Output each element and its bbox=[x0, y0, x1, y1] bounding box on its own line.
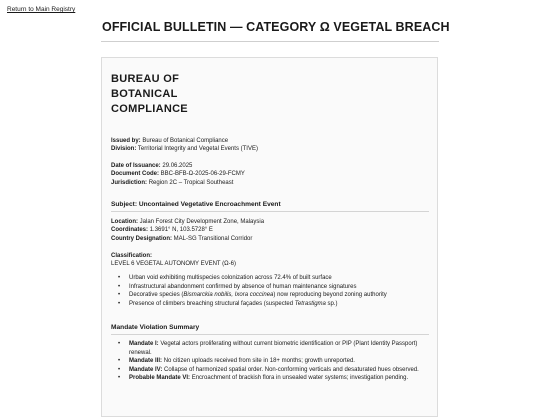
division-value: Territorial Integrity and Vegetal Events (TIVE) bbox=[137, 146, 258, 153]
list-item bbox=[111, 340, 429, 357]
bullet-pre: Presence of climbers breaching structural façades (suspected bbox=[129, 300, 295, 307]
jurisdiction-row bbox=[111, 179, 245, 187]
bullet-post: ) now reproducing beyond zoning authority bbox=[273, 292, 387, 298]
classification-label: Classification: bbox=[111, 253, 153, 259]
location-value: Jalan Forest City Development Zone, Malaysia bbox=[139, 219, 265, 225]
page-title: OFFICIAL BULLETIN — CATEGORY Ω VEGETAL BREACH bbox=[102, 20, 450, 34]
list-item bbox=[111, 291, 429, 300]
document-code-label: Document Code: bbox=[111, 171, 159, 178]
bureau-line-2: BOTANICAL bbox=[111, 88, 178, 100]
location-label: Location: bbox=[111, 219, 138, 225]
list-item bbox=[111, 374, 429, 383]
classification-value: LEVEL 6 VEGETAL AUTONOMY EVENT (Ω-6) bbox=[111, 261, 236, 268]
date-label: Date of Issuance: bbox=[111, 163, 161, 169]
mandate-heading: Mandate Violation Summary bbox=[111, 324, 200, 331]
subject-heading: Subject: Uncontained Vegetative Encroachment Event bbox=[111, 201, 281, 208]
list-item bbox=[111, 274, 429, 283]
mandate-text: No citizen uploads received from site in 18+ months; growth unreported. bbox=[163, 358, 355, 364]
list-item bbox=[111, 357, 429, 366]
bullet-pre: Decorative species ( bbox=[129, 292, 184, 298]
classification-block bbox=[111, 252, 236, 269]
classification-bullets bbox=[111, 274, 429, 308]
mandate-label: Mandate IV: bbox=[129, 366, 163, 373]
country-value: MAL-SG Transitional Corridor bbox=[173, 235, 253, 242]
bureau-line-1: BUREAU OF bbox=[111, 73, 180, 85]
document-block bbox=[111, 162, 245, 187]
issued-by-label: Issued by: bbox=[111, 138, 141, 144]
location-block bbox=[111, 218, 264, 243]
division-row bbox=[111, 145, 258, 153]
bullet-text: Urban void exhibiting multispecies colonization across 72.4% of built surface bbox=[129, 275, 332, 281]
species-name: Tetrastigma bbox=[294, 300, 326, 307]
bullet-text: Infrastructural abandonment confirmed by absence of human maintenance signatures bbox=[129, 283, 357, 290]
mandate-list bbox=[111, 340, 429, 383]
jurisdiction-label: Jurisdiction: bbox=[111, 179, 148, 186]
date-value: 29.06.2025 bbox=[162, 163, 193, 169]
list-item bbox=[111, 283, 429, 292]
division-label: Division: bbox=[111, 146, 137, 153]
location-row bbox=[111, 218, 264, 226]
return-to-registry-link[interactable]: Return to Main Registry bbox=[7, 6, 76, 13]
title-divider bbox=[101, 41, 439, 42]
issued-by-value: Bureau of Botanical Compliance bbox=[142, 138, 229, 144]
issuer-block bbox=[111, 137, 258, 154]
mandate-divider bbox=[111, 334, 429, 335]
document-code-row bbox=[111, 170, 245, 178]
mandate-text: Encroachment of brackish flora in unsealed water systems; investigation pending. bbox=[191, 375, 409, 381]
country-row bbox=[111, 235, 264, 243]
coordinates-row bbox=[111, 226, 264, 234]
mandate-text: Collapse of harmonized spatial order. Non-conforming verticals and desaturated hues observed. bbox=[164, 366, 419, 373]
mandate-label: Mandate I: bbox=[129, 341, 159, 347]
document-code-value: BBC-BFB-Ω-2025-06-29-FCMY bbox=[160, 171, 245, 178]
date-row bbox=[111, 162, 245, 170]
bullet-post: sp.) bbox=[325, 300, 338, 307]
bureau-line-3: COMPLIANCE bbox=[111, 103, 188, 115]
jurisdiction-value: Region 2C – Tropical Southeast bbox=[148, 179, 234, 186]
subject-divider bbox=[111, 211, 429, 212]
mandate-label: Mandate III: bbox=[129, 358, 163, 364]
country-label: Country Designation: bbox=[111, 235, 172, 242]
issued-by-row bbox=[111, 137, 258, 145]
species-names: Bismarckia nobilis, Ixora coccinea bbox=[183, 292, 274, 298]
mandate-text: Vegetal actors proliferating without current biometric identification or PIP (Plant Identity Passport) renewal. bbox=[129, 341, 418, 356]
list-item bbox=[111, 300, 429, 309]
coordinates-label: Coordinates: bbox=[111, 227, 149, 234]
mandate-label: Probable Mandate VI: bbox=[129, 375, 191, 381]
list-item bbox=[111, 366, 429, 375]
coordinates-value: 1.3691° N, 103.5728° E bbox=[149, 227, 213, 234]
bureau-heading bbox=[111, 72, 188, 117]
